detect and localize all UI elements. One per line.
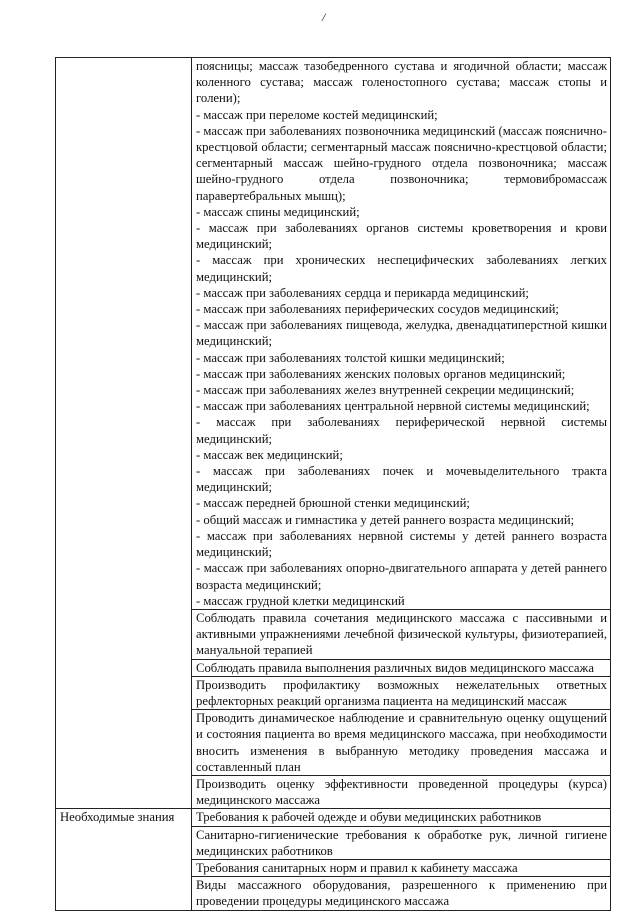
list-item: - массаж при заболеваниях опорно-двигательного аппарата у детей раннего возраста медицинский; (196, 561, 607, 592)
skill-cell: Производить оценку эффективности проведенной процедуры (курса) медицинского массажа (192, 775, 611, 808)
list-item: - массаж век медицинский; (196, 447, 343, 462)
knowledge-cell: Требования к рабочей одежде и обуви медицинских работников (192, 809, 611, 826)
empty-label-cell (56, 58, 192, 809)
list-item: - массаж при заболеваниях нервной системы у детей раннего возраста медицинский; (196, 528, 607, 560)
list-item: - массаж передней брюшной стенки медицинский; (196, 496, 470, 511)
knowledge-cell: Виды массажного оборудования, разрешенного к применению при проведении процедуры медицинского массажа (192, 877, 611, 910)
skill-cell: Производить профилактику возможных нежелательных ответных рефлекторных реакций организма пациента на медицинский массаж (192, 676, 611, 709)
list-item: - массаж при заболеваниях сердца и перикарда медицинский; (196, 285, 529, 300)
list-item: - массаж при заболеваниях периферической нервной системы медицинский; (196, 415, 607, 446)
table-row (56, 809, 611, 826)
list-item: - массаж при хронических неспецифических заболеваниях легких медицинский; (196, 253, 607, 284)
list-item: - массаж при заболеваниях толстой кишки медицинский; (196, 350, 505, 365)
list-item: - массаж при заболеваниях центральной нервной системы медицинский; (196, 399, 590, 414)
list-item: - массаж при переломе костей медицинский; (196, 107, 438, 122)
list-item: - массаж при заболеваниях пищевода, желудка, двенадцатиперстной кишки медицинский; (196, 318, 607, 349)
massage-types-cell (192, 58, 611, 610)
list-item: - массаж при заболеваниях периферических сосудов медицинский; (196, 302, 559, 317)
knowledge-cell: Санитарно-гигиенические требования к обработке рук, личной гигиене медицинских работников (192, 826, 611, 859)
skill-cell: Соблюдать правила сочетания медицинского массажа с пассивными и активными упражнениями лечебной физической культуры, физиотерапией, мануальной терапией (192, 609, 611, 659)
list-item: - массаж при заболеваниях женских половых органов медицинский; (196, 366, 566, 381)
table-row (56, 58, 611, 610)
list-item: - массаж спины медицинский; (196, 204, 360, 219)
list-item: - общий массаж и гимнастика у детей раннего возраста медицинский; (196, 512, 575, 527)
knowledge-cell: Требования санитарных норм и правил к кабинету массажа (192, 859, 611, 876)
list-item: - массаж грудной клетки медицинский (196, 593, 405, 608)
competency-table (55, 57, 611, 911)
skill-cell: Соблюдать правила выполнения различных видов медицинского массажа (192, 659, 611, 676)
list-item: - массаж при заболеваниях желез внутренней секреции медицинский; (196, 383, 575, 398)
list-item: - массаж при заболеваниях органов системы кроветворения и крови медицинский; (196, 221, 607, 252)
list-item: - массаж при заболеваниях почек и мочевыделительного тракта медицинский; (196, 464, 607, 495)
list-item: - массаж при заболеваниях позвоночника медицинский (массаж пояснично-крестцовой области; сегментарный массаж пояснично-крестцовой области; сегментарный массаж шейно-грудного отдела позвоночника; массаж шейно-грудного отдела позвоночника; термовибромассаж паравертебральных мышц); (196, 123, 607, 203)
knowledge-label-cell: Необходимые знания (56, 809, 192, 910)
list-item: поясницы; массаж тазобедренного сустава и ягодичной области; массаж коленного сустава; массаж голеностопного сустава; массаж стопы и голени); (196, 59, 607, 106)
skill-cell: Проводить динамическое наблюдение и сравнительную оценку ощущений и состояния пациента во время медицинского массажа, при необходимости вносить изменения в выбранную методику проведения массажа и составленный план (192, 710, 611, 776)
page-mark: / (322, 10, 326, 24)
